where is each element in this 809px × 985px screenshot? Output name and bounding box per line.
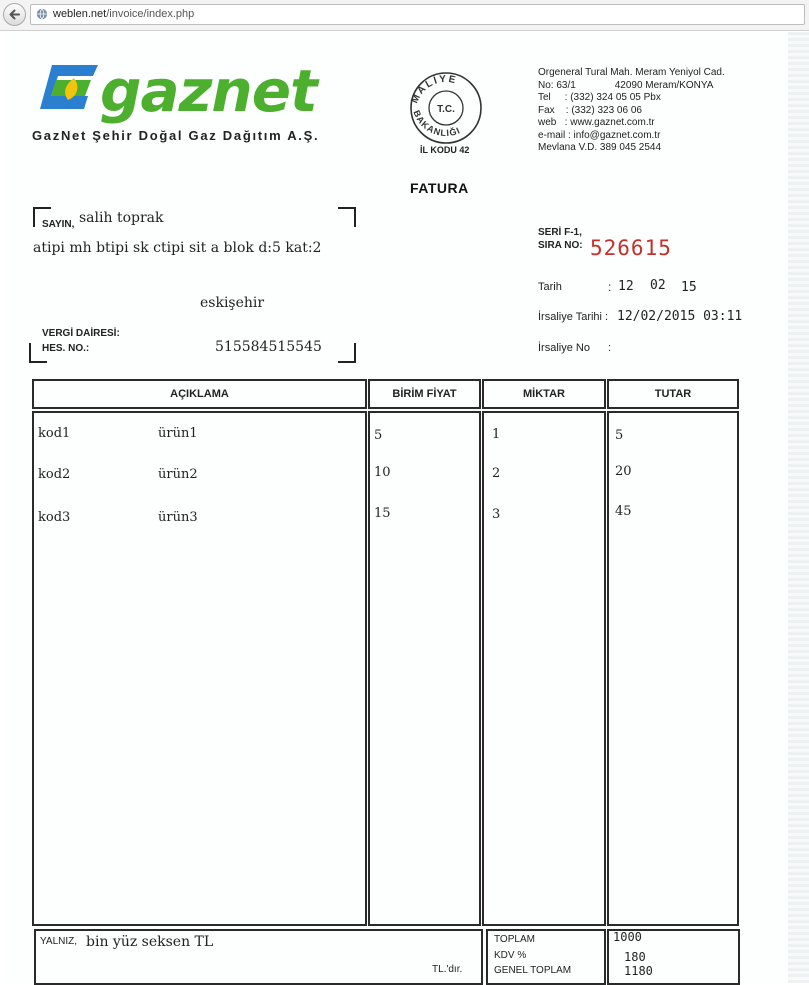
- row-1-quantity: 1: [492, 427, 501, 442]
- row-2-total: 20: [615, 464, 632, 479]
- vergi-dairesi-label: VERGİ DAİRESİ:: [42, 328, 120, 339]
- header-miktar: MİKTAR: [482, 379, 606, 409]
- seal-center-text: T.C.: [437, 104, 455, 115]
- tarih-colon: :: [608, 280, 612, 294]
- seri-label: SERİ F-1,: [538, 227, 582, 238]
- column-tutar: [607, 411, 739, 926]
- kdv-value: 180: [624, 950, 646, 964]
- row-3-quantity: 3: [492, 507, 501, 522]
- corner-mark: [338, 207, 356, 227]
- row-3-code: kod3: [38, 510, 71, 525]
- row-3-product: ürün3: [158, 510, 198, 525]
- back-arrow-icon: [8, 8, 21, 21]
- url-text: weblen.net/invoice/index.php: [53, 8, 195, 20]
- row-2-product: ürün2: [158, 467, 198, 482]
- browser-toolbar: [0, 0, 809, 31]
- row-1-total: 5: [615, 428, 624, 443]
- genel-toplam-value: 1180: [624, 964, 653, 978]
- hes-no-value: 515584515545: [215, 339, 322, 355]
- customer-city: eskişehir: [200, 295, 265, 311]
- column-birim-fiyat: [368, 411, 481, 926]
- address-bar[interactable]: [30, 4, 805, 25]
- globe-icon: [36, 8, 48, 20]
- tl-dir: TL.'dır.: [432, 964, 463, 975]
- yalniz-text: bin yüz seksen TL: [86, 934, 214, 950]
- kdv-label: KDV %: [494, 950, 527, 961]
- toplam-value: 1000: [613, 930, 642, 944]
- row-3-total: 45: [615, 504, 632, 519]
- company-address: Orgeneral Tural Mah. Meram Yeniyol Cad. No: 63/1 42090 Meram/KONYA Tel : (332) 324 05 05 Pbx Fax : (332) 323 06 06 web : www.gaznet.com.tr e-mail : info@gaznet.com.tr Mevlana V.D. 389 045 2544: [538, 67, 725, 153]
- column-miktar: [482, 411, 606, 926]
- sayin-label: SAYIN,: [42, 219, 75, 230]
- gaznet-logo-icon: [38, 62, 100, 112]
- header-aciklama: AÇIKLAMA: [32, 379, 367, 409]
- irsaliye-tarihi-value: 12/02/2015 03:11: [617, 309, 743, 324]
- irsaliye-tarihi-label: İrsaliye Tarihi :: [538, 311, 609, 323]
- tarih-month: 02: [650, 278, 666, 293]
- irsaliye-no-label: İrsaliye No: [538, 342, 590, 354]
- maliye-seal: [406, 70, 486, 146]
- row-2-code: kod2: [38, 467, 71, 482]
- row-1-code: kod1: [38, 426, 71, 441]
- document-title: FATURA: [410, 180, 469, 196]
- sira-no-label: SIRA NO:: [538, 240, 583, 251]
- hes-no-label: HES. NO.:: [42, 343, 90, 354]
- logo-wordmark: gaznet: [100, 57, 317, 125]
- column-aciklama: [32, 411, 367, 926]
- customer-name: salih toprak: [79, 210, 164, 226]
- row-1-unit-price: 5: [374, 428, 383, 443]
- seal-top-text: MALİYE: [409, 73, 459, 106]
- corner-mark: [338, 343, 356, 363]
- sira-no-value: 526615: [590, 236, 672, 260]
- genel-toplam-label: GENEL TOPLAM: [494, 965, 572, 976]
- row-2-quantity: 2: [492, 466, 501, 481]
- seal-bottom-text: BAKANLIĞI: [411, 108, 463, 139]
- customer-address: atipi mh btipi sk ctipi sit a blok d:5 kat:2: [33, 240, 322, 256]
- tarih-label: Tarih: [538, 281, 562, 293]
- back-button[interactable]: [3, 3, 26, 26]
- header-tutar: TUTAR: [607, 379, 739, 409]
- irsaliye-no-value: :: [608, 342, 612, 354]
- toplam-label: TOPLAM: [494, 934, 535, 945]
- paper-edge: [788, 32, 809, 983]
- row-1-product: ürün1: [158, 426, 198, 441]
- company-name: GazNet Şehir Doğal Gaz Dağıtım A.Ş.: [32, 128, 320, 143]
- yalniz-label: YALNIZ,: [40, 936, 78, 947]
- il-kodu: İL KODU 42: [420, 145, 470, 155]
- row-3-unit-price: 15: [374, 506, 391, 521]
- tarih-year: 15: [681, 280, 697, 295]
- row-2-unit-price: 10: [374, 465, 391, 480]
- tarih-day: 12: [618, 279, 634, 294]
- header-birim-fiyat: BİRİM FİYAT: [368, 379, 481, 409]
